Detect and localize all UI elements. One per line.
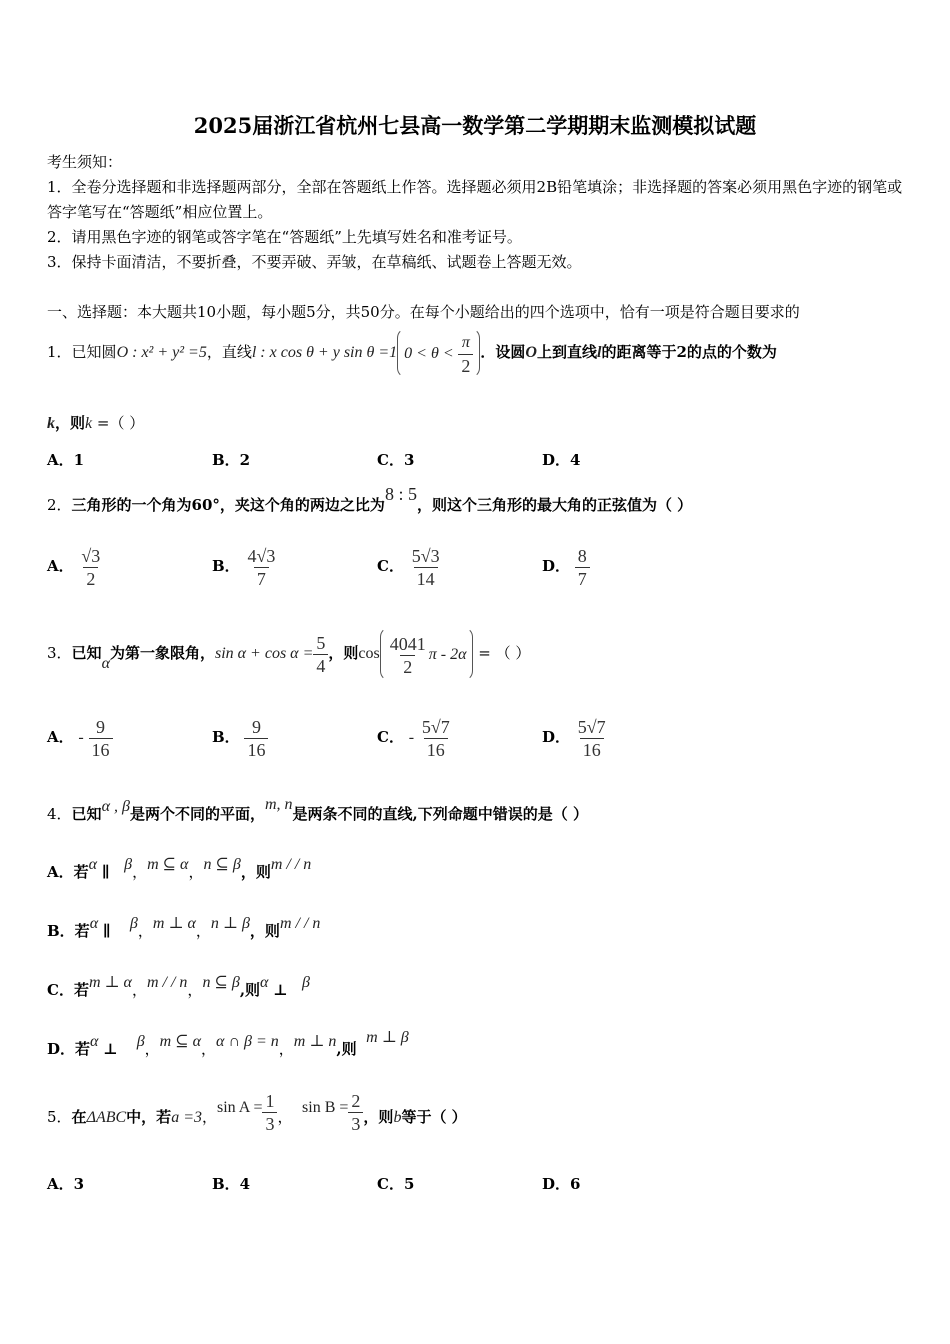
q1-option-c[interactable]: C．3 [377, 451, 415, 469]
line-equation: l : x cos θ + y sin θ =1 [251, 344, 398, 361]
section-heading: 一、选择题：本大题共10小题，每小题5分，共50分。在每个小题给出的四个选项中，恰有一项是符合题目要求的 [47, 303, 800, 321]
q4-option-d[interactable]: D．若α ⊥ β，m ⊆ α，α ∩ β = n，m ⊥ n,则 m ⊥ β [47, 1029, 409, 1058]
notice-item: 1．全卷分选择题和非选择题两部分，全部在答题纸上作答。选择题必须用2B铅笔填涂；非选择题的答案必须用黑色字迹的钢笔或答字笔写在“答题纸”相应位置上。 [47, 178, 903, 221]
q3-option-d[interactable]: D． $\frac{5√7}{16}$ [542, 716, 606, 760]
q3-option-c[interactable]: C． - $\frac{5√7}{16}$ [377, 716, 450, 760]
question-number: 4． [47, 805, 72, 823]
theta-range: 0 < θ < $\frac{\pi}{2}$ [397, 328, 480, 378]
q5-option-a[interactable]: A．3 [47, 1175, 85, 1193]
notice-heading: 考生须知： [47, 153, 123, 171]
question-3: 3．已知α为第一象限角，sin α + cos α = $\frac{5}{4}$ ，则cos $\frac{4041}{2}$ π - 2α = （ ） [47, 626, 530, 680]
question-1: 1．已知圆O : x² + y² =5，直线l : x cos θ + y sin θ =1 0 < θ < $\frac{\pi}{2}$ ．设圆O上到直线l的距离等于2的点的个数为 [47, 328, 777, 376]
question-5: 5．在ΔABC中，若a =3，sin A = $\frac{1}{3}$ ， sin B = $\frac{2}{3}$ ，则b等于（ ） [47, 1090, 467, 1134]
q4-option-b[interactable]: B．若α ∥ β，m ⊥ α，n ⊥ β，则m / / n [47, 915, 321, 940]
q2-option-d[interactable]: D． $\frac{8}{7}$ [542, 541, 590, 591]
question-number: 3． [47, 644, 72, 662]
cos-argument: $\frac{4041}{2}$ π - 2α [380, 627, 474, 681]
question-1-cont: k，则k =（ ） [47, 414, 145, 432]
q3-option-b[interactable]: B． $\frac{9}{16}$ [212, 709, 268, 765]
circle-equation: O : x² + y² =5 [116, 344, 207, 361]
question-number: 5． [47, 1108, 72, 1126]
notice-item: 2．请用黑色字迹的钢笔或答字笔在“答题纸”上先填写姓名和准考证号。 [47, 228, 522, 246]
q4-option-a[interactable]: A．若α ∥ β，m ⊆ α，n ⊆ β，则m / / n [47, 856, 312, 881]
q1-option-b[interactable]: B．2 [212, 451, 251, 469]
notice-block [47, 150, 907, 275]
q1-option-d[interactable]: D．4 [542, 451, 581, 469]
q1-option-a[interactable]: A．1 [47, 451, 85, 469]
q5-option-d[interactable]: D．6 [542, 1175, 581, 1193]
question-number: 1． [47, 343, 72, 361]
ratio: 8 : 5 [384, 484, 417, 504]
q2-option-c[interactable]: C． $\frac{5√3}{14}$ [377, 545, 440, 589]
q2-option-a[interactable]: A． $\frac{√3}{2}$ [47, 545, 101, 589]
q3-option-a[interactable]: A． - $\frac{9}{16}$ [47, 709, 113, 765]
page-title: 2025届浙江省杭州七县高一数学第二学期期末监测模拟试题 [193, 113, 757, 138]
question-4: 4．已知α , β是两个不同的平面，m, n是两条不同的直线,下列命题中错误的是（ ） [47, 796, 588, 823]
q5-option-c[interactable]: C．5 [377, 1175, 415, 1193]
question-number: 2． [47, 496, 72, 514]
q5-option-b[interactable]: B．4 [212, 1175, 251, 1193]
q2-option-b[interactable]: B． $\frac{4√3}{7}$ [212, 545, 276, 589]
notice-item: 3．保持卡面清洁，不要折叠，不要弄破、弄皱，在草稿纸、试题卷上答题无效。 [47, 253, 582, 271]
sin-cos-equation: sin α + cos α = [214, 645, 314, 662]
q4-option-c[interactable]: C．若m ⊥ α，m / / n，n ⊆ β,则α ⊥ β [47, 974, 310, 999]
question-2: 2．三角形的一个角为60°，夹这个角的两边之比为8 : 5，则这个三角形的最大角的正弦值为（ ） [47, 484, 693, 514]
